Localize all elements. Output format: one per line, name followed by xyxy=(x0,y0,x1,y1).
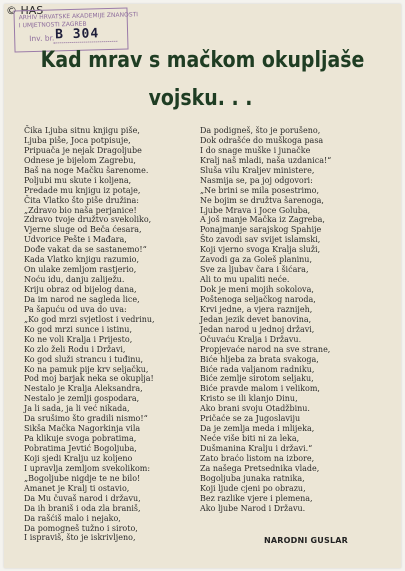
verse-line: Krvi jedne, a vjera raznijeh, xyxy=(200,304,313,314)
verse-line: Zdravo tvoje družtvo svekoliko, xyxy=(24,215,152,225)
poem-left-column xyxy=(24,126,194,543)
verse-line: Ponajmanje sarajskog Spahije xyxy=(200,225,322,235)
verse-line: Ko na pamuk pije krv seljačku, xyxy=(24,364,149,374)
poem-right-column xyxy=(200,126,380,514)
verse-line: Da podigneš, što je porušeno, xyxy=(200,126,321,135)
verse-line: Poštenoga seljačkog naroda, xyxy=(200,294,316,304)
verse-line: Bogoljuba junaka ratnika, xyxy=(200,473,305,483)
verse-line: Nestalo je zemlji gospodara, xyxy=(24,394,140,404)
verse-line: Zato braćo listom na izbore, xyxy=(200,453,315,463)
verse-line: Propjevaće narod na sve strane, xyxy=(200,344,331,354)
verse-line: Da rašćiš malo i nejako, xyxy=(24,513,121,523)
verse-line: Koji sjedi Kralju uz koljeno xyxy=(24,453,133,463)
verse-line: A još manje Mačka iz Zagreba, xyxy=(200,215,325,225)
verse-line: Nasmija se, pa joj odgovori: xyxy=(200,175,313,185)
stamp-text-line-2: I UMJETNOSTI ZAGREB xyxy=(18,20,87,30)
verse-line: Ko god mrzi sunce i istinu, xyxy=(24,324,133,334)
archive-stamp xyxy=(13,8,139,53)
verse-line: Sve za ljubav čara i šićara, xyxy=(200,265,309,275)
verse-line: Ljuba piše, Joca potpisuje, xyxy=(24,135,131,145)
verse-line: Kada Vlatko knjigu razumio, xyxy=(24,255,140,265)
verse-line: Biće zemlje sirotom seljaku, xyxy=(200,374,314,384)
verse-line: Biće rada valjanom radniku, xyxy=(200,364,315,374)
verse-line: „Ne brini se mila posestrimo, xyxy=(200,185,320,195)
verse-line: Neće više biti ni za leka, xyxy=(200,434,300,444)
verse-line: Nestalo je Kralja Aleksandra, xyxy=(24,384,143,394)
verse-line: Sikša Mačka Nagorkinja vila xyxy=(24,424,141,434)
verse-line: Amanet je Kralj ti ostavio, xyxy=(24,483,130,493)
stamp-inventory-number: B 304 xyxy=(54,26,100,43)
verse-line: Biće hljeba za brata svakoga, xyxy=(200,354,319,364)
poem-title-line-1: Kad mrav s mačkom okupljaše xyxy=(40,48,365,73)
verse-line: On ulake zemljom rastjerio, xyxy=(24,265,137,275)
stamp-inventory-label: Inv. br. xyxy=(29,33,55,44)
verse-line: Pa klikuje svoga pobratima, xyxy=(24,434,137,444)
verse-line: I upravlja zemljom svekolikom: xyxy=(24,463,151,473)
verse-line: Zavodi ga za Goleš planinu, xyxy=(200,255,313,265)
verse-line: Bez razlike vjere i plemena, xyxy=(200,493,313,503)
verse-line: Da ih braniš i oda zla braniš, xyxy=(24,503,141,513)
verse-line: Da im narod ne sagleda lice, xyxy=(24,294,140,304)
verse-line: Jedan narod u jednoj državi, xyxy=(200,324,315,334)
verse-line: Ko ne voli Kralja i Prijesto, xyxy=(24,334,133,344)
verse-line: Pobratima Jevtić Bogoljuba, xyxy=(24,444,137,453)
verse-line: Kralj naš mladi, naša uzdanica!“ xyxy=(200,155,332,165)
verse-line: Pa šapuću od uva do uva: xyxy=(24,304,127,314)
verse-line: Ko god služi strancu i tuđinu, xyxy=(24,354,144,364)
verse-line: Baš na noge Mačku šarenome. xyxy=(24,165,149,175)
verse-line: Da Mu čuvaš narod i državu, xyxy=(24,493,141,503)
verse-line: Jedan jezik devet banovina, xyxy=(200,314,312,324)
verse-line: Dođe vakat da se sastanemo!“ xyxy=(24,245,147,255)
poem-signature: NARODNI GUSLAR xyxy=(264,536,349,545)
verse-line: Noću idu, danju zaliježu. xyxy=(24,275,125,285)
verse-line: Da je zemlja meda i mlijeka, xyxy=(200,424,315,434)
verse-line: Ja li sada, ja li već nikada, xyxy=(24,404,130,414)
verse-line: Ako ljube Narod i Državu. xyxy=(200,503,306,513)
verse-line: I ispraviš, što je iskrivljeno, xyxy=(24,533,136,543)
verse-line: „Zdravo bio naša perjanice! xyxy=(24,205,137,215)
verse-line: Poljubi mu skute i koljena, xyxy=(24,175,132,185)
verse-line: Ko zlo želi Rodu i Državi, xyxy=(24,344,126,354)
verse-line: Dok je meni mojih sokolova, xyxy=(200,285,314,294)
verse-line: Kriju obraz od bijelog dana, xyxy=(24,285,137,294)
copyright-watermark: © HAS xyxy=(6,4,44,17)
verse-line: Da pomogneš tužno i siroto, xyxy=(24,523,138,533)
verse-line: Ako brani svoju Otadžbinu. xyxy=(200,404,310,414)
verse-line: Kristo se ili klanjo Dinu, xyxy=(200,394,298,404)
verse-line: „Bogoljube nigdje te ne bilo! xyxy=(24,473,141,483)
verse-line: Koji ljude cjeni po obrazu, xyxy=(200,483,306,493)
stamp-text-line-1: ARHIV HRVATSKE AKADEMIJE ZNANOSTI xyxy=(18,11,139,22)
verse-line: Koji vjerno svoga Kralja služi, xyxy=(200,245,321,255)
poem-title-line-2: vojsku. . . xyxy=(148,86,253,111)
verse-line: Biće pravde malom i velikom, xyxy=(200,384,320,394)
verse-line: Čita Vlatko što piše družina: xyxy=(24,195,139,205)
verse-line: Pričaće se za Jugoslaviju xyxy=(200,414,301,424)
verse-line: Odnese je bijelom Zagrebu, xyxy=(24,155,136,165)
verse-line: I do snage muške i junačke xyxy=(200,145,311,155)
verse-line: Udvorice Pešte i Mađara, xyxy=(24,235,127,245)
verse-line: Što zavodi sav svijet islamski, xyxy=(200,235,321,245)
verse-line: Predade mu knjigu iz potaje, xyxy=(24,185,141,195)
verse-line: Dušmanina Kralju i državi.“ xyxy=(200,444,313,453)
verse-line: Dok odrašće do muškoga pasa xyxy=(200,135,324,145)
verse-line: „Ko god mrzi svjetlost i vedrinu, xyxy=(24,314,155,324)
verse-line: Ne bojim se družtva šarenoga, xyxy=(200,195,324,205)
verse-line: Čika Ljuba sitnu knjigu piše, xyxy=(24,126,140,135)
verse-line: Očuvaću Kralja i Državu. xyxy=(200,334,302,344)
verse-line: Ljube Mrava i Joce Goluba, xyxy=(200,205,311,215)
verse-line: Pod moj barjak neka se okuplja! xyxy=(24,374,154,384)
verse-line: Ali to mu upaliti neće. xyxy=(200,275,290,285)
verse-line: Za našega Pretsednika vlade, xyxy=(200,463,320,473)
verse-line: Pripuača je nejak Dragoljube xyxy=(24,145,142,155)
verse-line: Da srušimo što gradili nismo!“ xyxy=(24,414,148,424)
verse-line: Vjerne sluge od Beča ćesara, xyxy=(24,225,142,235)
verse-line: Sluša vilu Kraljev ministere, xyxy=(200,165,315,175)
